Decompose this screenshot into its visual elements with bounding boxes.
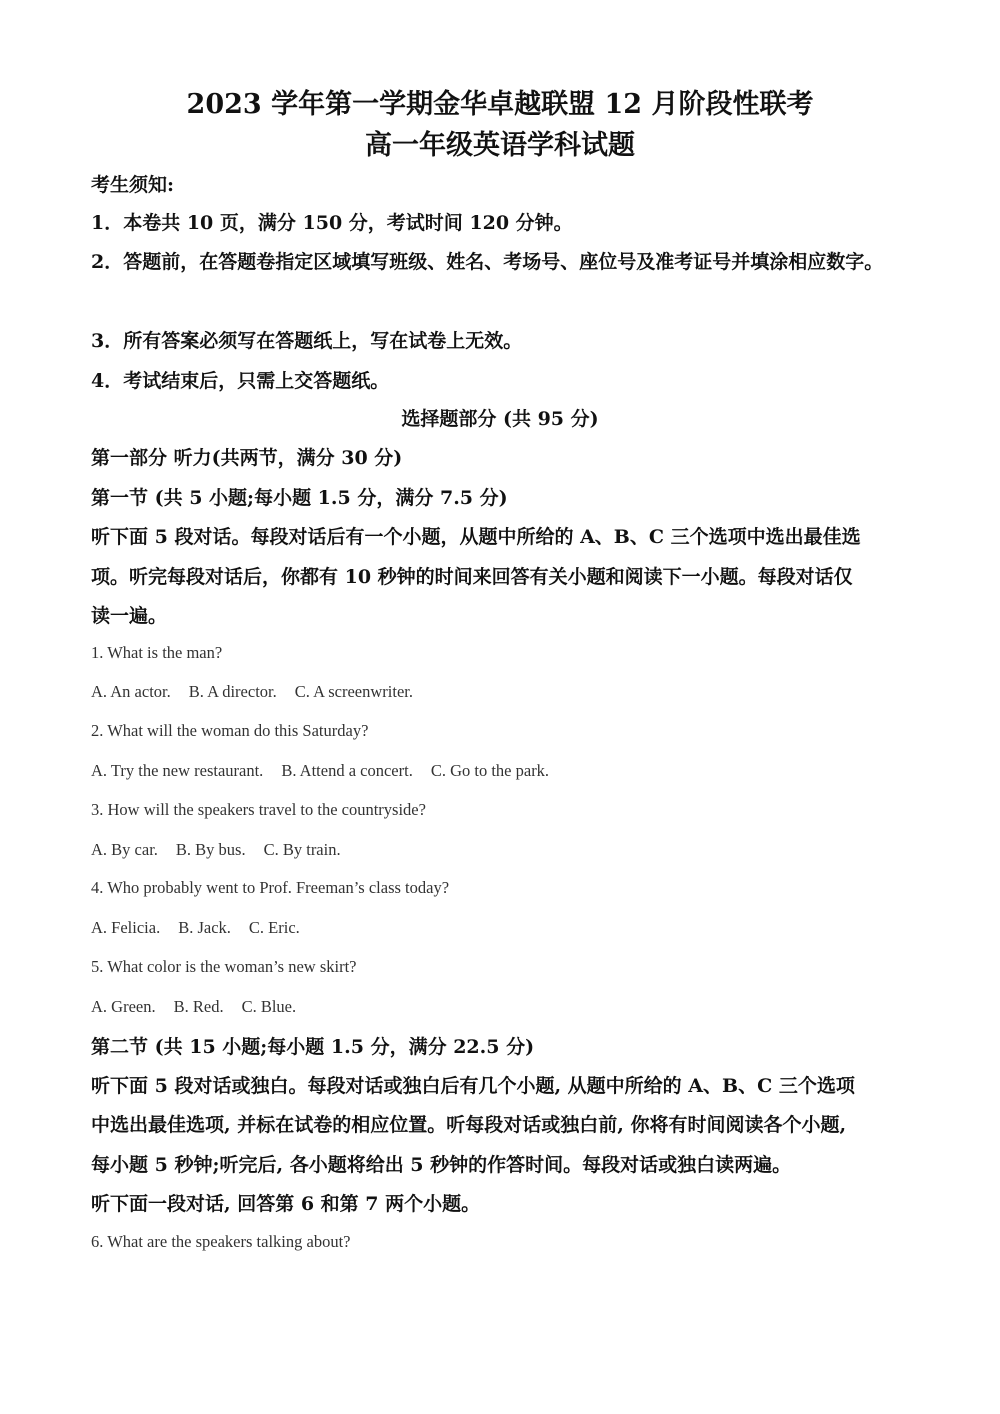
- question-3-stem: 3. How will the speakers travel to the countryside?: [91, 800, 426, 819]
- question-1-options: [91, 681, 413, 703]
- section2-instruction-line1: 听下面 5 段对话或独白。每段对话或独白后有几个小题, 从题中所给的 A、B、C 三个选项: [91, 1075, 855, 1097]
- question-4-option-b: B. Jack.: [178, 918, 231, 937]
- question-4-option-a: A. Felicia.: [91, 918, 161, 937]
- question-5-stem: 5. What color is the woman’s new skirt?: [91, 957, 357, 976]
- section-heading: 选择题部分 (共 95 分): [401, 408, 599, 430]
- section1-instruction-line2: 项。听完每段对话后，你都有 10 秒钟的时间来回答有关小题和阅读下一小题。每段对话仅: [91, 566, 853, 588]
- question-3-option-a: A. By car.: [91, 840, 158, 859]
- section1-instruction-line3: 读一遍。: [91, 605, 168, 627]
- question-6-stem: 6. What are the speakers talking about?: [91, 1232, 351, 1251]
- question-2-stem: 2. What will the woman do this Saturday?: [91, 721, 369, 740]
- section1-instruction-line1: 听下面 5 段对话。每段对话后有一个小题，从题中所给的 A、B、C 三个选项中选出最佳选: [91, 526, 861, 548]
- question-3-option-b: B. By bus.: [175, 840, 246, 859]
- question-3-options: [91, 839, 341, 861]
- question-3-option-c: C. By train.: [263, 840, 341, 859]
- notice-item-3: 3．所有答案必须写在答题纸上，写在试卷上无效。: [91, 330, 523, 352]
- notice-item-2: 2．答题前，在答题卷指定区域填写班级、姓名、考场号、座位号及准考证号并填涂相应数字。: [91, 251, 884, 273]
- question-4-stem: 4. Who probably went to Prof. Freeman’s class today?: [91, 878, 450, 897]
- question-2-option-b: B. Attend a concert.: [281, 761, 413, 780]
- question-4-options: [91, 917, 300, 939]
- exam-title-line2: 高一年级英语学科试题: [365, 130, 635, 161]
- question-5-option-c: C. Blue.: [241, 997, 297, 1016]
- notice-item-1: 1．本卷共 10 页，满分 150 分，考试时间 120 分钟。: [91, 212, 573, 234]
- question-2-option-a: A. Try the new restaurant.: [91, 761, 264, 780]
- question-5-option-b: B. Red.: [173, 997, 224, 1016]
- question-5-options: [91, 996, 296, 1018]
- section2-instruction-line3: 每小题 5 秒钟;听完后, 各小题将给出 5 秒钟的作答时间。每段对话或独白读两遍。: [91, 1154, 792, 1176]
- question-2-options: [91, 760, 549, 782]
- question-5-option-a: A. Green.: [91, 997, 156, 1016]
- notice-heading: 考生须知:: [91, 174, 175, 196]
- question-4-option-c: C. Eric.: [248, 918, 300, 937]
- question-2-option-c: C. Go to the park.: [430, 761, 550, 780]
- exam-title-line1: 2023 学年第一学期金华卓越联盟 12 月阶段性联考: [186, 89, 814, 120]
- section2-sub-instruction: 听下面一段对话, 回答第 6 和第 7 两个小题。: [91, 1193, 481, 1215]
- section2-instruction-line2: 中选出最佳选项, 并标在试卷的相应位置。听每段对话或独白前, 你将有时间阅读各个小题,: [91, 1114, 847, 1136]
- section2-heading: 第二节 (共 15 小题;每小题 1.5 分，满分 22.5 分): [91, 1036, 535, 1058]
- question-1-option-a: A. An actor.: [91, 682, 171, 701]
- question-1-option-b: B. A director.: [188, 682, 277, 701]
- question-1-stem: 1. What is the man?: [91, 643, 223, 662]
- question-1-option-c: C. A screenwriter.: [294, 682, 413, 701]
- notice-item-4: 4．考试结束后，只需上交答题纸。: [91, 370, 390, 392]
- part1-heading: 第一部分 听力(共两节，满分 30 分): [91, 447, 403, 469]
- section1-heading: 第一节 (共 5 小题;每小题 1.5 分，满分 7.5 分): [91, 487, 508, 509]
